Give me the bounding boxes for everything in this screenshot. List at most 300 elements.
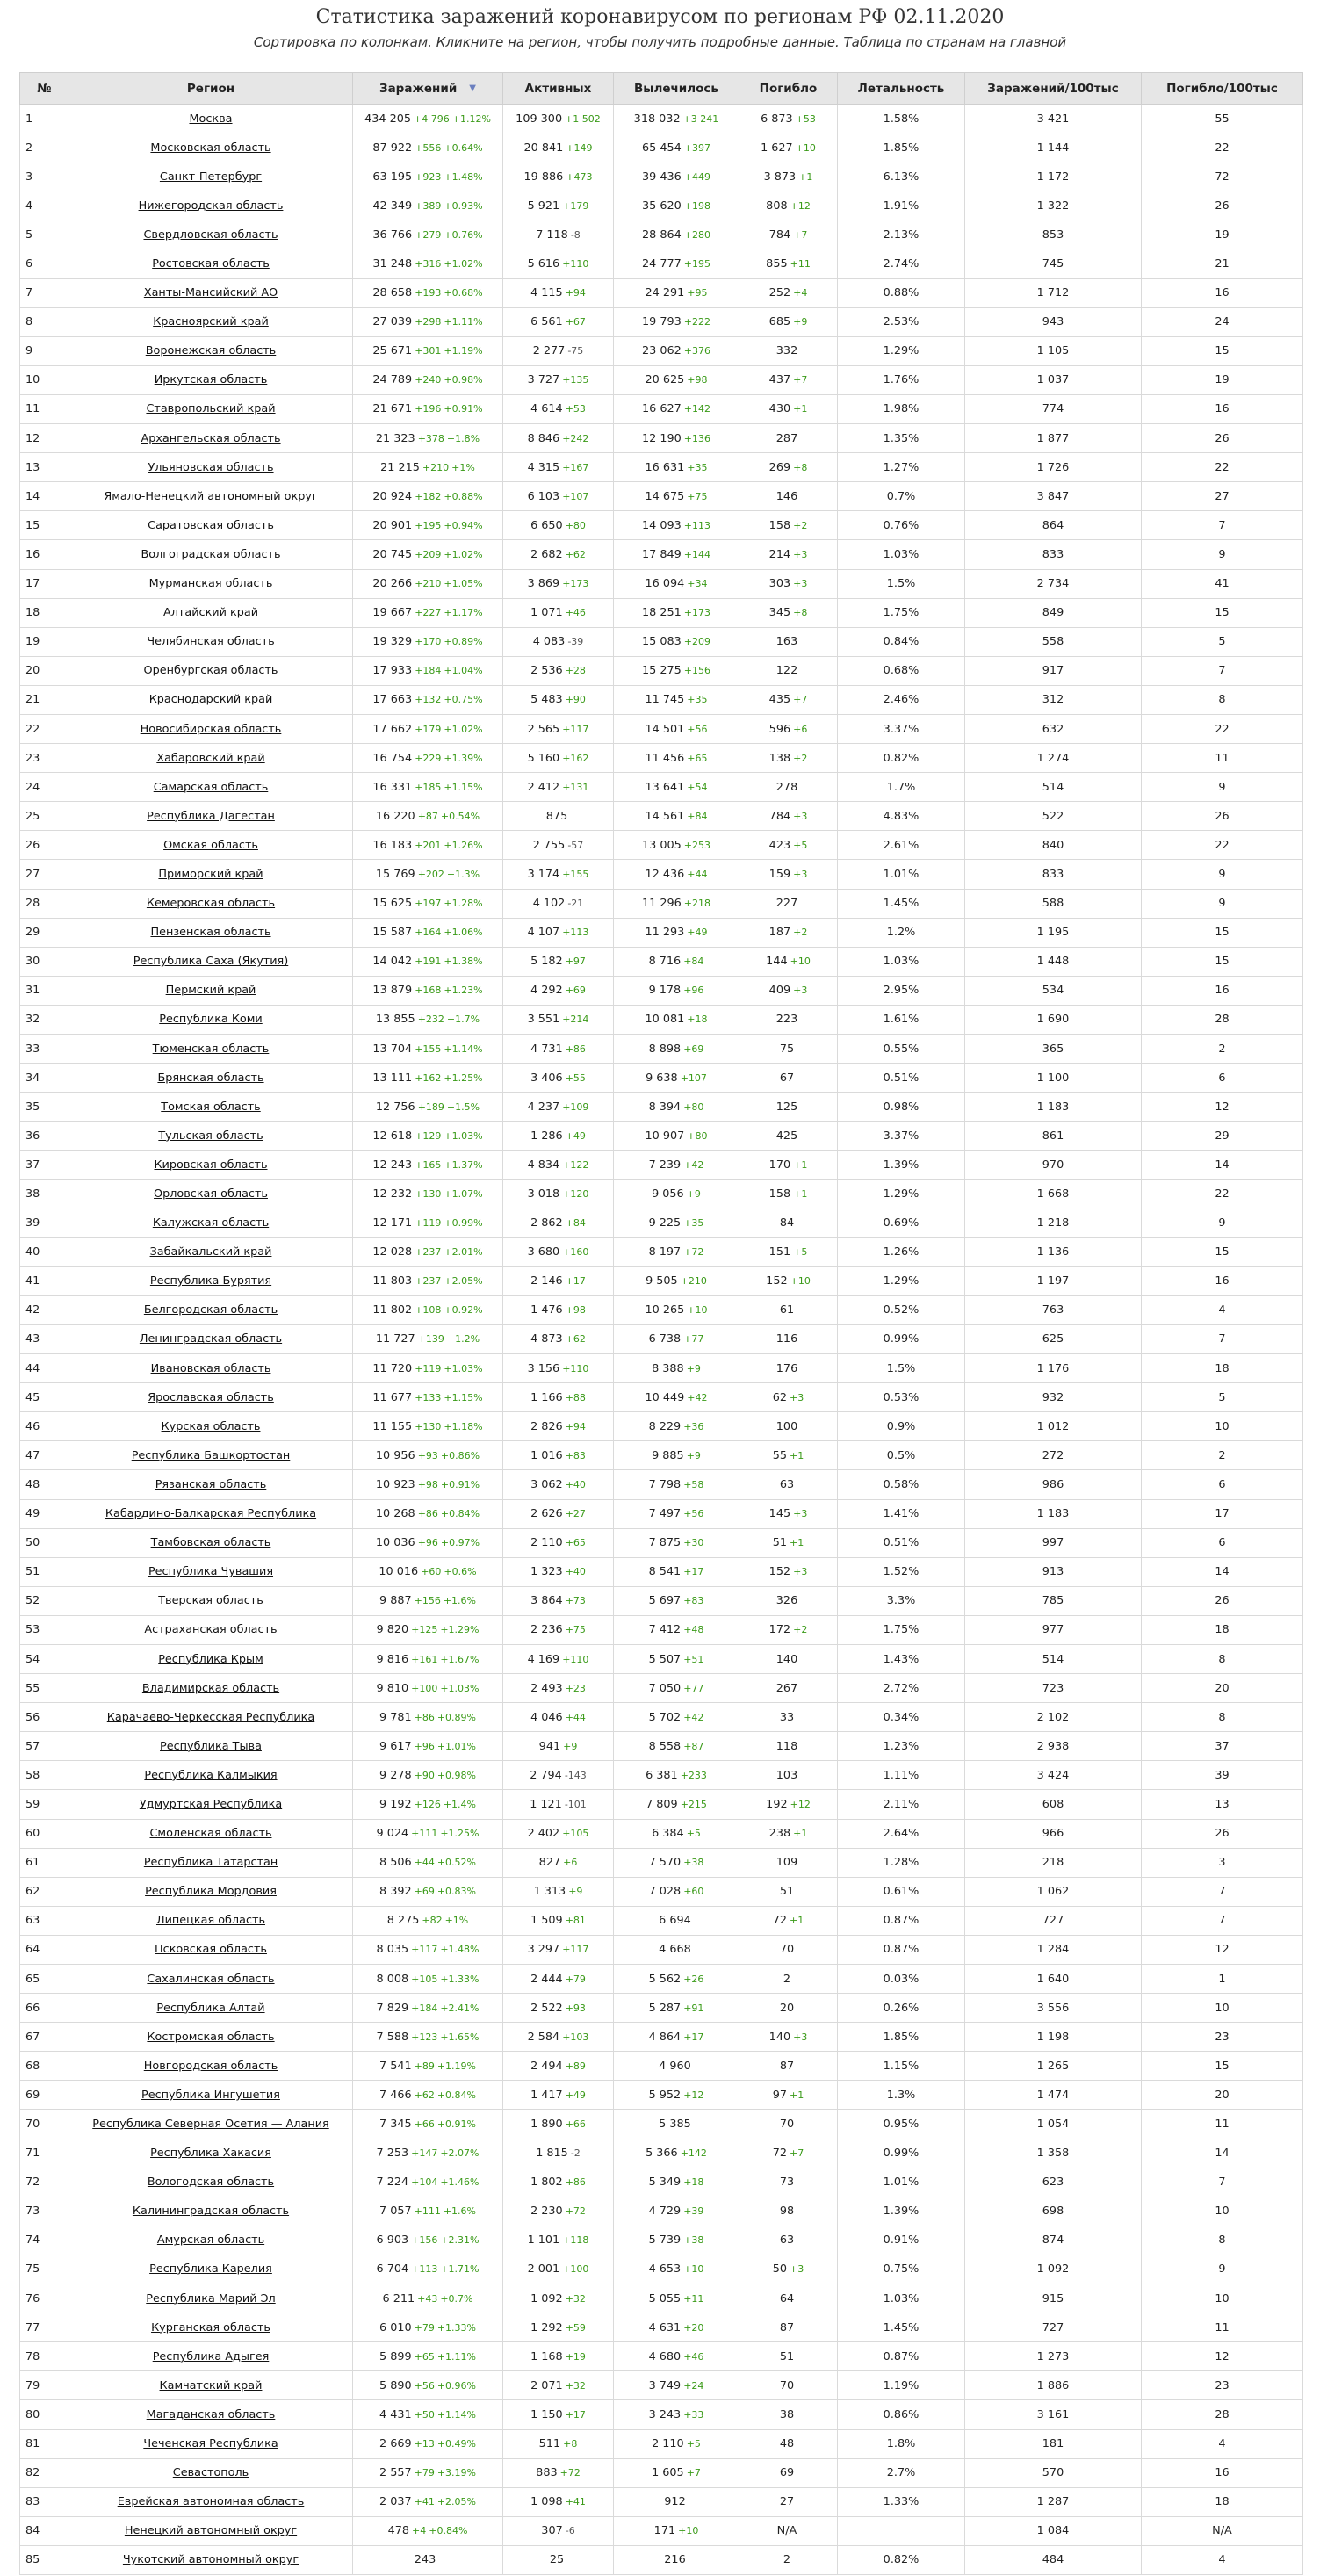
cases-per-100k-value: 1 358 <box>1036 2147 1070 2161</box>
active-delta: +8 <box>563 2438 578 2450</box>
cell-recovered <box>614 1586 739 1615</box>
cell-recovered <box>614 1122 739 1151</box>
active-delta: +49 <box>565 2089 586 2101</box>
region-link[interactable]: Ростовская область <box>152 257 270 271</box>
lethality-value: 0.88% <box>883 286 920 300</box>
recovered-delta: +20 <box>683 2321 704 2334</box>
active-delta: +17 <box>565 2408 586 2421</box>
deaths-value: 51 <box>772 1536 788 1550</box>
active-value: 2 755 <box>532 838 566 852</box>
cell-cases <box>353 162 503 191</box>
cell-deaths-per-100k <box>1142 1819 1303 1848</box>
cell-deaths <box>739 1906 838 1935</box>
region-link[interactable]: Архангельская область <box>141 431 281 445</box>
region-link[interactable]: Еврейская автономная область <box>117 2495 305 2509</box>
col-header-number[interactable]: № <box>20 73 69 105</box>
lethality-value: 1.75% <box>883 606 920 620</box>
region-link[interactable]: Ленинградская область <box>139 1332 283 1346</box>
cell-recovered <box>614 2545 739 2574</box>
region-link[interactable]: Краснодарский край <box>148 693 273 707</box>
cases-percent: +1.11% <box>444 316 483 328</box>
region-link[interactable]: Смоленская область <box>149 1827 272 1841</box>
active-delta: +72 <box>559 2467 581 2479</box>
recovered-delta: +83 <box>683 1595 704 1607</box>
cell-region <box>69 831 353 860</box>
deaths-per-100k-value: 6 <box>1218 1477 1226 1491</box>
table-row <box>20 191 1303 220</box>
region-link[interactable]: Забайкальский край <box>149 1245 272 1259</box>
region-link[interactable]: Удмуртская Республика <box>139 1797 283 1811</box>
cell-deaths-per-100k <box>1142 307 1303 336</box>
region-link[interactable]: Новосибирская область <box>140 722 282 736</box>
row-number: 63 <box>25 1914 40 1928</box>
cases-value: 16 183 <box>372 838 413 852</box>
lethality-value: 0.82% <box>883 2553 920 2567</box>
region-link[interactable]: Ставропольский край <box>146 402 276 416</box>
region-link[interactable]: Курганская область <box>151 2320 270 2334</box>
lethality-value: 3.37% <box>883 1129 920 1143</box>
region-link[interactable]: Ярославская область <box>148 1390 274 1404</box>
deaths-value: 855 <box>766 257 788 271</box>
region-link[interactable]: Красноярский край <box>153 315 269 329</box>
cell-region <box>69 2110 353 2139</box>
cell-number <box>20 976 69 1005</box>
col-header-region[interactable]: Регион <box>69 73 353 105</box>
recovered-delta: +7 <box>686 2467 701 2479</box>
cell-number <box>20 2139 69 2168</box>
region-link[interactable]: Алтайский край <box>162 606 259 620</box>
col-header-lethality[interactable]: Летальность <box>838 73 965 105</box>
region-link[interactable]: Кемеровская область <box>146 897 276 911</box>
cell-lethality <box>838 773 965 802</box>
active-value: 2 862 <box>530 1216 563 1230</box>
cell-deaths-per-100k <box>1142 1877 1303 1906</box>
recovered-delta: +84 <box>683 956 704 968</box>
region-link[interactable]: Республика Марий Эл <box>146 2291 276 2305</box>
col-header-active[interactable]: Активных <box>503 73 614 105</box>
region-link[interactable]: Республика Калмыкия <box>144 1768 278 1782</box>
cell-number <box>20 1586 69 1615</box>
region-link[interactable]: Иркутская область <box>154 373 268 387</box>
cases-percent: +0.96% <box>436 2379 477 2392</box>
cell-cases <box>353 1122 503 1151</box>
region-link[interactable]: Томская область <box>161 1100 261 1114</box>
recovered-value: 4 960 <box>659 2059 691 2073</box>
deaths-per-100k-value: 20 <box>1215 1681 1230 1695</box>
region-link[interactable]: Санкт-Петербург <box>159 170 263 184</box>
lethality-value: 1.52% <box>883 1565 920 1579</box>
cell-cases <box>353 2081 503 2110</box>
cell-cases-per-100k <box>965 744 1142 773</box>
recovered-value: 16 631 <box>645 460 685 474</box>
deaths-value: 223 <box>775 1013 798 1027</box>
cell-deaths-per-100k <box>1142 685 1303 714</box>
col-header-deaths-per-100k[interactable]: Погибло/100тыс <box>1142 73 1303 105</box>
region-link[interactable]: Республика Коми <box>159 1013 263 1027</box>
cases-delta: +132 <box>415 694 442 706</box>
active-value: 1 323 <box>530 1565 563 1579</box>
region-link[interactable]: Челябинская область <box>147 635 275 649</box>
region-link[interactable]: Республика Татарстан <box>143 1856 278 1870</box>
cell-cases-per-100k <box>965 656 1142 685</box>
region-link[interactable]: Сахалинская область <box>147 1972 275 1986</box>
active-delta: +118 <box>562 2234 589 2247</box>
cases-per-100k-value: 1 105 <box>1036 344 1070 358</box>
region-link[interactable]: Республика Мордовия <box>145 1885 277 1899</box>
cell-cases <box>353 1441 503 1470</box>
region-link[interactable]: Московская область <box>150 141 271 155</box>
active-value: 2 402 <box>527 1827 560 1841</box>
cases-value: 20 266 <box>372 577 413 591</box>
cell-active <box>503 191 614 220</box>
cases-percent: +0.89% <box>436 1711 477 1723</box>
deaths-per-100k-value: 72 <box>1215 170 1230 184</box>
region-link[interactable]: Чукотский автономный округ <box>122 2553 299 2567</box>
active-value: 1 092 <box>530 2291 563 2305</box>
region-link[interactable]: Вологодская область <box>147 2176 275 2190</box>
recovered-delta: +87 <box>683 1740 704 1752</box>
region-link[interactable]: Пензенская область <box>150 926 271 940</box>
cell-deaths-per-100k <box>1142 1151 1303 1180</box>
cell-cases-per-100k <box>965 1237 1142 1266</box>
region-link[interactable]: Пермский край <box>165 984 256 998</box>
cell-number <box>20 1209 69 1237</box>
row-number: 16 <box>25 547 40 561</box>
cell-recovered <box>614 220 739 249</box>
cell-active <box>503 1093 614 1122</box>
cell-cases <box>353 1644 503 1673</box>
active-delta: +9 <box>563 1740 578 1752</box>
recovered-delta: +195 <box>683 258 710 271</box>
cell-region <box>69 1122 353 1151</box>
cell-deaths <box>739 2139 838 2168</box>
table-row <box>20 278 1303 307</box>
region-link[interactable]: Республика Хакасия <box>150 2147 271 2161</box>
cell-deaths <box>739 162 838 191</box>
recovered-delta: +12 <box>683 2089 704 2101</box>
region-link[interactable]: Камчатский край <box>159 2378 263 2392</box>
cases-delta: +111 <box>414 2205 441 2218</box>
cell-deaths <box>739 307 838 336</box>
cell-number <box>20 1151 69 1180</box>
lethality-value: 1.7% <box>886 780 916 794</box>
region-link[interactable]: Воронежская область <box>145 344 277 358</box>
cases-per-100k-value: 943 <box>1042 315 1064 329</box>
region-link[interactable]: Республика Башкортостан <box>131 1448 291 1462</box>
cell-active <box>503 2516 614 2545</box>
cell-active <box>503 744 614 773</box>
table-row <box>20 773 1303 802</box>
cases-value: 21 215 <box>380 460 420 474</box>
cases-value: 17 663 <box>372 693 413 707</box>
recovered-value: 15 083 <box>642 635 682 649</box>
cell-deaths <box>739 2110 838 2139</box>
lethality-value: 2.61% <box>883 838 920 852</box>
region-link[interactable]: Республика Дагестан <box>147 809 275 823</box>
cell-recovered <box>614 2429 739 2458</box>
cell-deaths-per-100k <box>1142 2545 1303 2574</box>
active-delta: +94 <box>565 1420 586 1432</box>
recovered-value: 4 653 <box>648 2262 682 2277</box>
region-link[interactable]: Ивановская область <box>150 1361 271 1375</box>
region-link[interactable]: Брянская область <box>157 1071 264 1085</box>
region-link[interactable]: Волгоградская область <box>141 547 281 561</box>
cases-delta: +104 <box>411 2176 438 2189</box>
region-link[interactable]: Республика Карелия <box>149 2262 272 2277</box>
cases-per-100k-value: 3 421 <box>1036 112 1070 126</box>
lethality-value: 0.5% <box>886 1448 916 1462</box>
deaths-per-100k-value: 29 <box>1215 1129 1230 1143</box>
row-number: 82 <box>25 2466 40 2480</box>
cell-region <box>69 1703 353 1732</box>
recovered-value: 14 093 <box>642 518 682 532</box>
recovered-value: 7 050 <box>648 1681 682 1695</box>
recovered-value: 5 562 <box>648 1972 682 1986</box>
region-link[interactable]: Саратовская область <box>148 518 274 532</box>
region-link[interactable]: Чеченская Республика <box>143 2437 278 2451</box>
region-link[interactable]: Севастополь <box>172 2466 249 2480</box>
region-link[interactable]: Новгородская область <box>143 2059 278 2073</box>
cell-cases-per-100k <box>965 1586 1142 1615</box>
region-link[interactable]: Белгородская область <box>143 1303 278 1317</box>
deaths-value: 64 <box>779 2291 795 2305</box>
lethality-value: 1.19% <box>883 2378 920 2392</box>
cell-active <box>503 1935 614 1964</box>
active-delta: +214 <box>562 1014 589 1026</box>
cell-recovered <box>614 1761 739 1790</box>
col-header-deaths[interactable]: Погибло <box>739 73 838 105</box>
region-link[interactable]: Калининградская область <box>132 2204 290 2219</box>
region-link[interactable]: Амурская область <box>156 2233 265 2248</box>
region-link[interactable]: Псковская область <box>155 1943 267 1957</box>
active-delta: +155 <box>562 868 589 880</box>
region-link[interactable]: Магаданская область <box>146 2407 276 2421</box>
cell-deaths <box>739 1819 838 1848</box>
cell-cases <box>353 105 503 133</box>
cell-deaths <box>739 1848 838 1877</box>
lethality-value: 2.95% <box>883 984 920 998</box>
cell-number <box>20 1093 69 1122</box>
region-link[interactable]: Карачаево-Черкесская Республика <box>106 1710 315 1724</box>
col-header-cases[interactable]: Заражений ▼ <box>353 73 503 105</box>
region-link[interactable]: Костромская область <box>147 2030 275 2044</box>
region-link[interactable]: Кировская область <box>154 1158 268 1172</box>
region-link[interactable]: Республика Адыгея <box>152 2349 270 2363</box>
deaths-per-100k-value: 9 <box>1218 547 1226 561</box>
region-link[interactable]: Самарская область <box>153 780 269 794</box>
cell-deaths <box>739 1965 838 1994</box>
region-link[interactable]: Республика Северная Осетия — Алания <box>92 2118 329 2132</box>
region-link[interactable]: Рязанская область <box>155 1477 267 1491</box>
region-link[interactable]: Хабаровский край <box>156 751 265 765</box>
region-link[interactable]: Республика Бурятия <box>149 1274 272 1288</box>
region-link[interactable]: Республика Тыва <box>160 1739 262 1753</box>
region-link[interactable]: Омская область <box>163 838 258 852</box>
cell-recovered <box>614 1151 739 1180</box>
deaths-per-100k-value: 22 <box>1215 1187 1230 1201</box>
recovered-value: 9 638 <box>646 1071 678 1085</box>
cases-value: 6 903 <box>376 2233 409 2248</box>
cell-active <box>503 1615 614 1644</box>
lethality-value: 2.64% <box>883 1827 920 1841</box>
cases-value: 7 057 <box>379 2204 412 2219</box>
row-number: 7 <box>25 286 33 300</box>
cell-lethality <box>838 1965 965 1994</box>
cell-number <box>20 1528 69 1557</box>
cell-deaths <box>739 2081 838 2110</box>
row-number: 11 <box>25 402 40 416</box>
region-link[interactable]: Орловская область <box>154 1187 268 1201</box>
cell-deaths-per-100k <box>1142 1064 1303 1093</box>
region-link[interactable]: Тульская область <box>158 1129 263 1143</box>
deaths-value: 70 <box>779 2118 795 2132</box>
lethality-value: 3.3% <box>886 1594 916 1608</box>
region-link[interactable]: Москва <box>189 112 233 126</box>
region-link[interactable]: Кабардино-Балкарская Республика <box>105 1507 317 1521</box>
row-number: 65 <box>25 1972 40 1986</box>
region-link[interactable]: Мурманская область <box>148 577 273 591</box>
cell-active <box>503 1906 614 1935</box>
active-value: 1 121 <box>530 1797 562 1811</box>
active-delta: +100 <box>562 2263 589 2276</box>
cell-active <box>503 1877 614 1906</box>
col-header-recovered[interactable]: Вылечилось <box>614 73 739 105</box>
cell-region <box>69 1354 353 1383</box>
lethality-value: 1.15% <box>883 2059 920 2073</box>
row-number: 29 <box>25 926 40 940</box>
region-link[interactable]: Ямало-Ненецкий автономный округ <box>104 489 318 503</box>
row-number: 68 <box>25 2059 40 2073</box>
cell-cases-per-100k <box>965 1266 1142 1295</box>
cases-percent: +1.05% <box>444 578 483 590</box>
cell-active <box>503 394 614 423</box>
region-link[interactable]: Калужская область <box>152 1216 270 1230</box>
table-row <box>20 1790 1303 1819</box>
cases-percent: +0.84% <box>440 1508 480 1520</box>
deaths-value: 75 <box>779 1042 795 1056</box>
cases-delta: +130 <box>415 1420 442 1432</box>
cell-recovered <box>614 1965 739 1994</box>
deaths-value: 425 <box>775 1129 798 1143</box>
cell-recovered <box>614 1237 739 1266</box>
table-row <box>20 453 1303 482</box>
cell-deaths <box>739 482 838 511</box>
cell-deaths <box>739 2342 838 2371</box>
cases-per-100k-value: 272 <box>1042 1448 1064 1462</box>
deaths-per-100k-value: 10 <box>1215 2204 1230 2219</box>
region-link[interactable]: Оренбургская область <box>143 664 278 678</box>
cell-number <box>20 540 69 569</box>
cell-recovered <box>614 1266 739 1295</box>
deaths-per-100k-value: 9 <box>1218 867 1226 881</box>
region-link[interactable]: Приморский край <box>158 867 263 881</box>
cell-cases-per-100k <box>965 2429 1142 2458</box>
row-number: 33 <box>25 1042 40 1056</box>
row-number: 28 <box>25 897 40 911</box>
table-row <box>20 860 1303 889</box>
cases-value: 6 704 <box>376 2262 409 2277</box>
cell-active <box>503 569 614 598</box>
cell-cases-per-100k <box>965 336 1142 365</box>
region-link[interactable]: Курская область <box>161 1419 261 1433</box>
cell-cases <box>353 2197 503 2226</box>
active-delta: +75 <box>565 1624 586 1636</box>
cell-cases-per-100k <box>965 714 1142 743</box>
deaths-value: 238 <box>768 1827 791 1841</box>
row-number: 57 <box>25 1739 40 1753</box>
cases-per-100k-value: 2 102 <box>1036 1710 1070 1724</box>
deaths-delta: +1 <box>790 1915 804 1927</box>
region-link[interactable]: Ненецкий автономный округ <box>124 2524 298 2538</box>
region-link[interactable]: Республика Алтай <box>156 2001 265 2015</box>
cases-value: 12 756 <box>375 1100 415 1114</box>
cell-deaths <box>739 2429 838 2458</box>
cases-percent: +1.33% <box>440 1973 480 1985</box>
cases-percent: +0.68% <box>444 287 483 299</box>
cell-cases-per-100k <box>965 482 1142 511</box>
cell-recovered <box>614 424 739 453</box>
region-link[interactable]: Тверская область <box>158 1594 263 1608</box>
lethality-value: 0.52% <box>883 1303 920 1317</box>
cases-value: 2 669 <box>379 2437 412 2451</box>
row-number: 45 <box>25 1390 40 1404</box>
deaths-value: 145 <box>768 1507 791 1521</box>
cell-cases-per-100k <box>965 1093 1142 1122</box>
cell-cases-per-100k <box>965 307 1142 336</box>
row-number: 79 <box>25 2378 40 2392</box>
region-link[interactable]: Республика Ингушетия <box>141 2088 280 2102</box>
cases-per-100k-value: 1 136 <box>1036 1245 1070 1259</box>
region-link[interactable]: Владимирская область <box>141 1681 280 1695</box>
col-header-cases-per-100k[interactable]: Заражений/100тыс <box>965 73 1142 105</box>
cell-deaths <box>739 1499 838 1528</box>
cell-deaths <box>739 2255 838 2284</box>
cell-lethality <box>838 1470 965 1499</box>
active-delta: +79 <box>565 1973 586 1985</box>
region-link[interactable]: Тюменская область <box>152 1042 270 1056</box>
region-link[interactable]: Липецкая область <box>155 1914 265 1928</box>
recovered-value: 7 239 <box>648 1158 682 1172</box>
region-link[interactable]: Свердловская область <box>143 227 278 242</box>
region-link[interactable]: Астраханская область <box>144 1623 278 1637</box>
cases-value: 9 810 <box>376 1681 409 1695</box>
cell-number <box>20 424 69 453</box>
region-link[interactable]: Республика Крым <box>158 1652 263 1666</box>
region-link[interactable]: Ханты-Мансийский АО <box>143 286 278 300</box>
table-row <box>20 2197 1303 2226</box>
region-link[interactable]: Ульяновская область <box>148 460 274 474</box>
deaths-delta: +53 <box>795 112 816 125</box>
table-row <box>20 2516 1303 2545</box>
cell-lethality <box>838 482 965 511</box>
cell-region <box>69 1732 353 1761</box>
lethality-value: 0.95% <box>883 2118 920 2132</box>
cell-cases-per-100k <box>965 2255 1142 2284</box>
cell-lethality <box>838 860 965 889</box>
region-link[interactable]: Нижегородская область <box>138 198 284 213</box>
cases-value: 9 192 <box>379 1797 412 1811</box>
region-link[interactable]: Республика Саха (Якутия) <box>133 955 289 969</box>
cell-lethality <box>838 1412 965 1441</box>
cell-recovered <box>614 1819 739 1848</box>
region-link[interactable]: Республика Чувашия <box>148 1565 274 1579</box>
cell-number <box>20 1266 69 1295</box>
region-link[interactable]: Тамбовская область <box>150 1536 271 1550</box>
cell-deaths-per-100k <box>1142 1703 1303 1732</box>
cell-active <box>503 540 614 569</box>
cases-percent: +1.6% <box>443 2205 477 2218</box>
cell-deaths-per-100k <box>1142 1383 1303 1412</box>
